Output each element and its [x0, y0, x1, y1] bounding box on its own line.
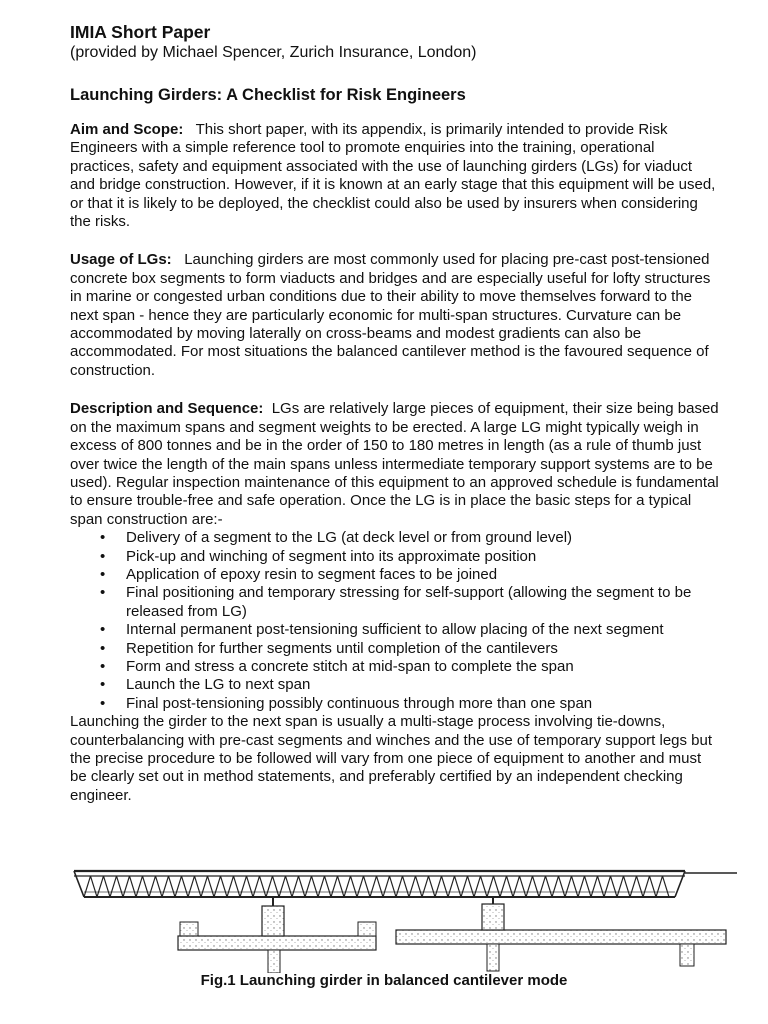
- truss-web-member: [416, 876, 423, 897]
- truss-web-member: [123, 876, 130, 897]
- truss-web-member: [396, 876, 403, 897]
- truss-web-member: [338, 876, 345, 897]
- truss-web-member: [201, 876, 208, 897]
- usage-label: Usage of LGs:: [70, 251, 172, 269]
- truss-web-member: [435, 876, 442, 897]
- figure-caption: Fig.1 Launching girder in balanced cantilever mode: [200, 972, 568, 989]
- truss-web-member: [84, 876, 91, 897]
- truss-web-member: [208, 876, 215, 897]
- truss-web-member: [533, 876, 540, 897]
- truss-web-member: [468, 876, 475, 897]
- truss-web-member: [234, 876, 241, 897]
- pier-column-far-right: [680, 944, 694, 966]
- truss-web-member: [221, 876, 228, 897]
- description-label: Description and Sequence:: [70, 400, 264, 418]
- truss-web-member: [500, 876, 507, 897]
- truss-web-member: [253, 876, 260, 897]
- truss-web-member: [611, 876, 618, 897]
- truss-web-member: [474, 876, 481, 897]
- truss-web-member: [188, 876, 195, 897]
- list-item: • Final positioning and temporary stressing for self-support (allowing the segment to be released from LG): [70, 584, 720, 621]
- truss-web-member: [617, 876, 624, 897]
- truss-web-member: [572, 876, 579, 897]
- truss-web-member: [539, 876, 546, 897]
- truss-web-member: [565, 876, 572, 897]
- header-subtitle: (provided by Michael Spencer, Zurich Insurance, London): [70, 44, 477, 61]
- aim-text: This short paper, with its appendix, is primarily intended to provide Risk Engineers with a simple reference tool to promote enquiries into the training, operational practices, safety and equipment associated with the use of launching girders (LGs) for viaduct and bridge construction. However, if it is known at an early stage that this equipment will be used, or that it is likely to be deployed, the checklist could also be used by insurers when considering the risks.: [70, 121, 716, 231]
- construction-steps-list: [70, 529, 720, 713]
- truss-web-member: [409, 876, 416, 897]
- launching-girder-figure: [62, 848, 752, 973]
- truss-web-member: [585, 876, 592, 897]
- temporary-support-left-2: [358, 922, 376, 936]
- truss-web-member: [195, 876, 202, 897]
- truss-web-member: [448, 876, 455, 897]
- paper-title: Launching Girders: A Checklist for Risk Engineers: [70, 86, 466, 104]
- truss-web-member: [520, 876, 527, 897]
- truss-web-member: [97, 876, 104, 897]
- truss-web-member: [604, 876, 611, 897]
- truss-web-member: [481, 876, 488, 897]
- truss-web-member: [130, 876, 137, 897]
- truss-web-member: [598, 876, 605, 897]
- truss-web-member: [513, 876, 520, 897]
- truss-web-member: [403, 876, 410, 897]
- pier-column-left: [268, 950, 280, 973]
- list-item: • Delivery of a segment to the LG (at deck level or from ground level): [70, 529, 720, 547]
- truss-web-member: [136, 876, 143, 897]
- pier-column-right: [487, 944, 499, 971]
- truss-web-member: [650, 876, 657, 897]
- aim-label: Aim and Scope:: [70, 121, 184, 138]
- truss-web-member: [422, 876, 429, 897]
- truss-web-member: [552, 876, 559, 897]
- truss-web-member: [442, 876, 449, 897]
- truss-web-member: [624, 876, 631, 897]
- cantilever-deck-right: [396, 930, 726, 944]
- truss-web-member: [260, 876, 267, 897]
- truss-web-member: [643, 876, 650, 897]
- description-paragraph: [70, 400, 720, 529]
- list-item: • Application of epoxy resin to segment faces to be joined: [70, 566, 720, 584]
- pier-head-right: [482, 904, 504, 930]
- truss-web-member: [91, 876, 98, 897]
- usage-paragraph: [70, 251, 720, 380]
- truss-web-member: [630, 876, 637, 897]
- list-item: • Launch the LG to next span: [70, 676, 720, 694]
- truss-web-members: [84, 876, 669, 897]
- truss-web-member: [325, 876, 332, 897]
- truss-web-member: [214, 876, 221, 897]
- truss-web-member: [351, 876, 358, 897]
- truss-web-member: [331, 876, 338, 897]
- truss-web-member: [110, 876, 117, 897]
- truss-web-member: [559, 876, 566, 897]
- truss-web-member: [227, 876, 234, 897]
- truss-web-member: [487, 876, 494, 897]
- truss-web-member: [279, 876, 286, 897]
- list-item: • Form and stress a concrete stitch at mid-span to complete the span: [70, 658, 720, 676]
- truss-web-member: [169, 876, 176, 897]
- truss-web-member: [656, 876, 663, 897]
- truss-web-member: [526, 876, 533, 897]
- truss-web-member: [156, 876, 163, 897]
- truss-web-member: [357, 876, 364, 897]
- truss-web-member: [299, 876, 306, 897]
- truss-web-member: [312, 876, 319, 897]
- truss-web-member: [494, 876, 501, 897]
- header-title: IMIA Short Paper: [70, 22, 211, 42]
- truss-end-post-left: [74, 871, 84, 897]
- truss-end-post-right: [675, 871, 685, 897]
- truss-web-member: [578, 876, 585, 897]
- usage-text: Launching girders are most commonly used for placing pre-cast post-tensioned concrete box segments to form viaducts and bridges and are especially useful for lofty structures in marine or congested urban conditions due to their ability to move themselves forward to the next span - hence they are particularly economic for multi-span structures. Curvature can be accommodated by moving laterally on cross-beams and modest gradients can also be accommodated. For most situations the balanced cantilever method is the favoured sequence of construction.: [70, 251, 711, 379]
- truss-web-member: [273, 876, 280, 897]
- truss-web-member: [390, 876, 397, 897]
- list-item: • Pick-up and winching of segment into its approximate position: [70, 548, 720, 566]
- aim-paragraph: [70, 121, 720, 231]
- truss-web-member: [507, 876, 514, 897]
- truss-web-member: [318, 876, 325, 897]
- cantilever-deck-left: [178, 936, 376, 950]
- truss-web-member: [286, 876, 293, 897]
- launching-girder-drawing: [62, 848, 752, 973]
- truss-web-member: [383, 876, 390, 897]
- truss-web-member: [546, 876, 553, 897]
- truss-web-member: [344, 876, 351, 897]
- truss-web-member: [104, 876, 111, 897]
- truss-web-member: [266, 876, 273, 897]
- truss-web-member: [377, 876, 384, 897]
- description-text: LGs are relatively large pieces of equipment, their size being based on the maximum spans and segment weights to be erected. A large LG might typically weigh in excess of 800 tonnes and be in the order of 150 to 180 metres in length (as a rule of thumb just over twice the length of the main spans unless intermediate temporary support systems are to be used). Regular inspection maintenance of this equipment to an approved schedule is fundamental to ensure trouble-free and safe operation. Once the LG is in place the basic steps for a typical span construction are:-: [70, 400, 719, 528]
- truss-web-member: [247, 876, 254, 897]
- truss-web-member: [461, 876, 468, 897]
- truss-web-member: [455, 876, 462, 897]
- truss-web-member: [370, 876, 377, 897]
- truss-web-member: [663, 876, 670, 897]
- list-item: • Repetition for further segments until completion of the cantilevers: [70, 640, 720, 658]
- truss-web-member: [637, 876, 644, 897]
- truss-web-member: [292, 876, 299, 897]
- document-page: [70, 22, 720, 805]
- pier-head-left: [262, 906, 284, 936]
- list-item: • Internal permanent post-tensioning sufficient to allow placing of the next segment: [70, 621, 720, 639]
- list-item: • Final post-tensioning possibly continuous through more than one span: [70, 695, 720, 713]
- truss-web-member: [175, 876, 182, 897]
- truss-web-member: [162, 876, 169, 897]
- temporary-support-left: [180, 922, 198, 936]
- truss-web-member: [240, 876, 247, 897]
- truss-web-member: [429, 876, 436, 897]
- truss-web-member: [364, 876, 371, 897]
- truss-web-member: [591, 876, 598, 897]
- truss-web-member: [117, 876, 124, 897]
- truss-web-member: [182, 876, 189, 897]
- truss-web-member: [149, 876, 156, 897]
- truss-web-member: [305, 876, 312, 897]
- closing-paragraph: Launching the girder to the next span is usually a multi-stage process involving tie-downs, counterbalancing with pre-cast segments and winches and the use of temporary support legs but the precise procedure to be followed will vary from one piece of equipment to another and must be clearly set out in method statements, and preferably certified by an independent checking engineer.: [70, 713, 713, 804]
- truss-web-member: [143, 876, 150, 897]
